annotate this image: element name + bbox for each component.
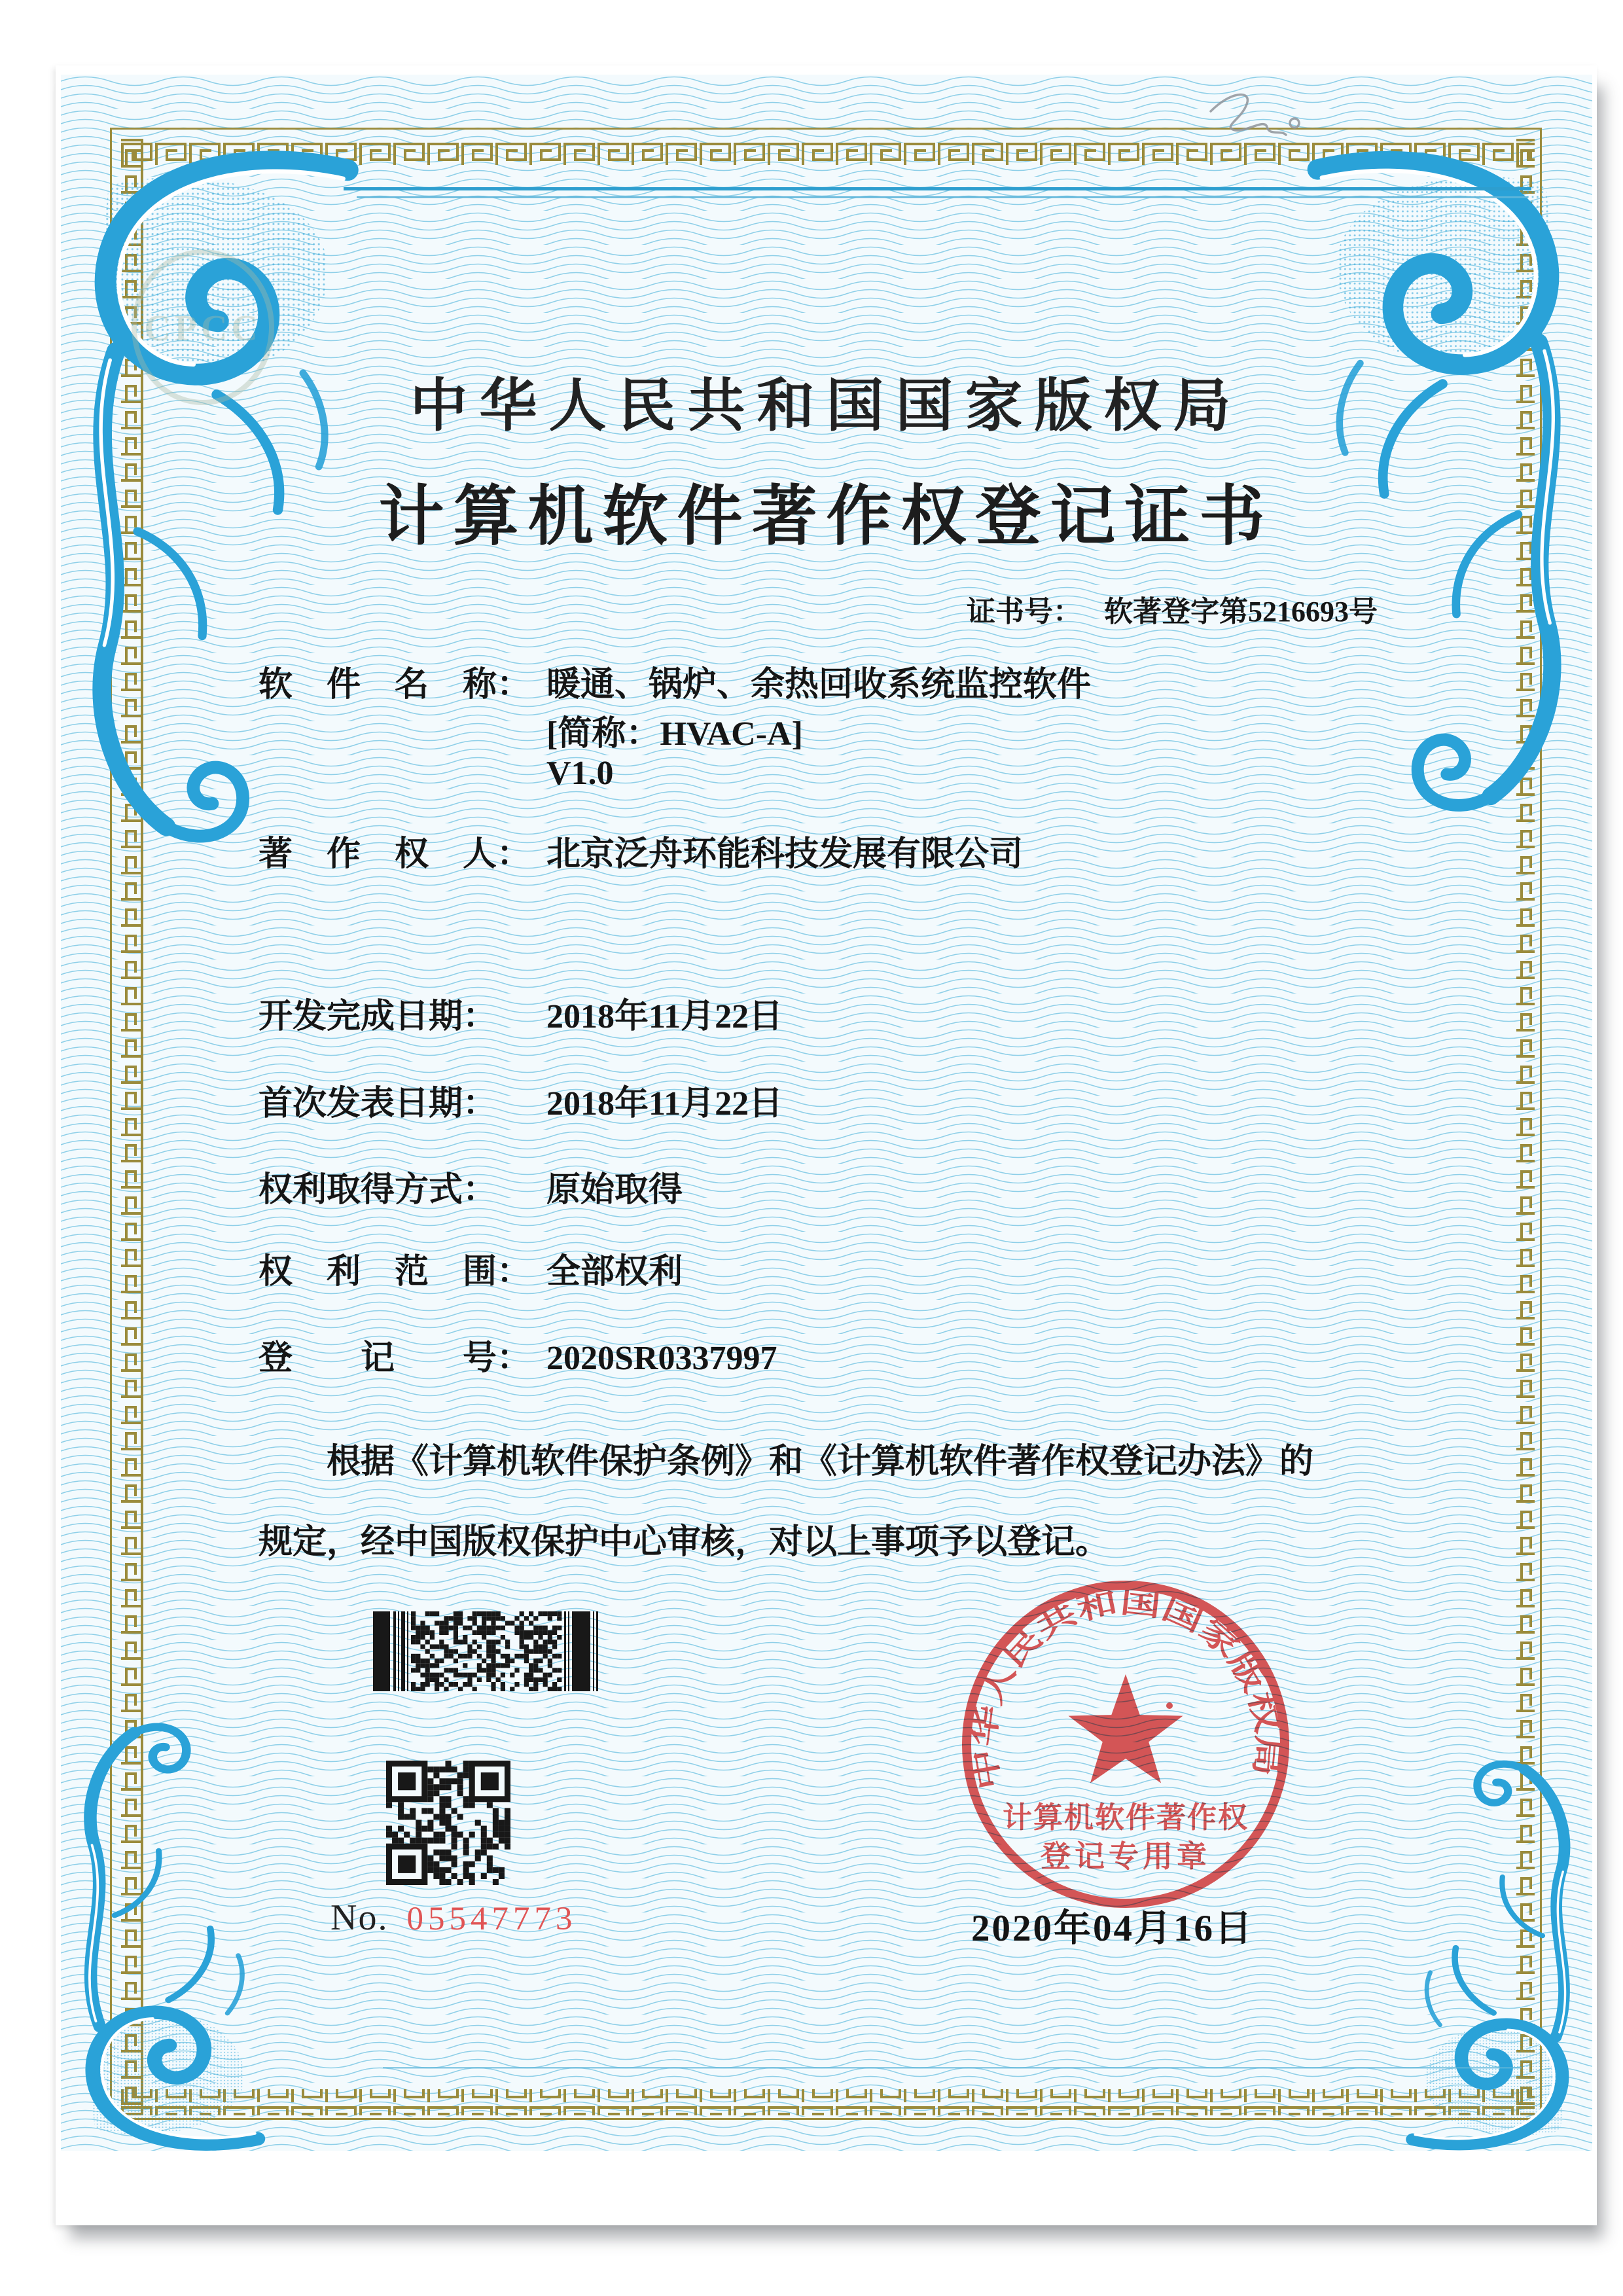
- barcode: [373, 1611, 599, 1691]
- field-registration-no: [259, 1330, 777, 1379]
- certificate-number-line: [967, 588, 1378, 630]
- qr-code: [386, 1761, 510, 1885]
- pencil-mark: [1211, 94, 1299, 135]
- field-label: 开发完成日期：: [259, 998, 497, 1035]
- field-label: 软 件 名 称：: [259, 666, 531, 704]
- field-label: 著 作 权 人：: [259, 836, 531, 873]
- field-value: 全部权利: [546, 1253, 683, 1291]
- certificate-number-value: 软著登字第5216693号: [1104, 596, 1378, 628]
- bottom-rule: [383, 2067, 1522, 2069]
- official-seal: [952, 1571, 1299, 1918]
- corner-flourish-bottom-right: [1412, 1764, 1565, 2144]
- serial-number: 05547773: [406, 1901, 577, 1937]
- field-software-name: [259, 656, 1091, 706]
- field-value: 2020SR0337997: [546, 1340, 777, 1377]
- field-value: 2018年11月22日: [546, 1085, 783, 1122]
- issue-date: 2020年04月16日: [971, 1908, 1254, 1949]
- field-rights-scope: [259, 1244, 683, 1293]
- field-label: 权利取得方式：: [259, 1172, 497, 1209]
- field-label: 权 利 范 围：: [259, 1253, 531, 1291]
- serial-label: No.: [330, 1897, 389, 1938]
- authority-title: 中华人民共和国国家版权局: [410, 375, 1243, 439]
- seal-inner-line-1: 计算机软件著作权: [1002, 1801, 1249, 1834]
- seal-ink-speck: [1166, 1702, 1173, 1709]
- statement-line-1: 根据《计算机软件保护条例》和《计算机软件著作权登记办法》的: [327, 1443, 1314, 1480]
- field-value: 暖通、锅炉、余热回收系统监控软件: [546, 666, 1092, 704]
- field-value: 原始取得: [546, 1172, 683, 1209]
- field-copyright-holder: [259, 826, 1023, 875]
- field-dev-complete-date: [259, 988, 783, 1037]
- field-value: 2018年11月22日: [546, 998, 783, 1035]
- field-rights-acquisition: [259, 1162, 683, 1211]
- field-software-version: V1.0: [546, 755, 614, 792]
- seal-inner-line-2: 登记专用章: [1041, 1840, 1211, 1873]
- field-first-publish-date: [259, 1075, 783, 1124]
- seal-star-icon: [1069, 1674, 1183, 1783]
- document-title: 计算机软件著作权登记证书: [378, 480, 1274, 553]
- serial-number-line: [330, 1897, 577, 1939]
- field-label: 登 记 号：: [259, 1340, 531, 1377]
- certificate-paper: [56, 65, 1597, 2225]
- certificate-number-label: 证书号：: [967, 596, 1082, 628]
- field-label: 首次发表日期：: [259, 1085, 497, 1122]
- top-double-rule: [344, 187, 1531, 198]
- corner-flourish-bottom-left: [89, 1727, 258, 2144]
- field-value: 北京泛舟环能科技发展有限公司: [546, 836, 1024, 873]
- statement-line-2: 规定，经中国版权保护中心审核，对以上事项予以登记。: [259, 1524, 1110, 1561]
- field-software-short-name: [简称：HVAC-A]: [546, 715, 803, 753]
- seal-ring-text: 中华人民共和国国家版权局: [967, 1585, 1285, 1792]
- svg-text:CPCC: CPCC: [144, 308, 262, 349]
